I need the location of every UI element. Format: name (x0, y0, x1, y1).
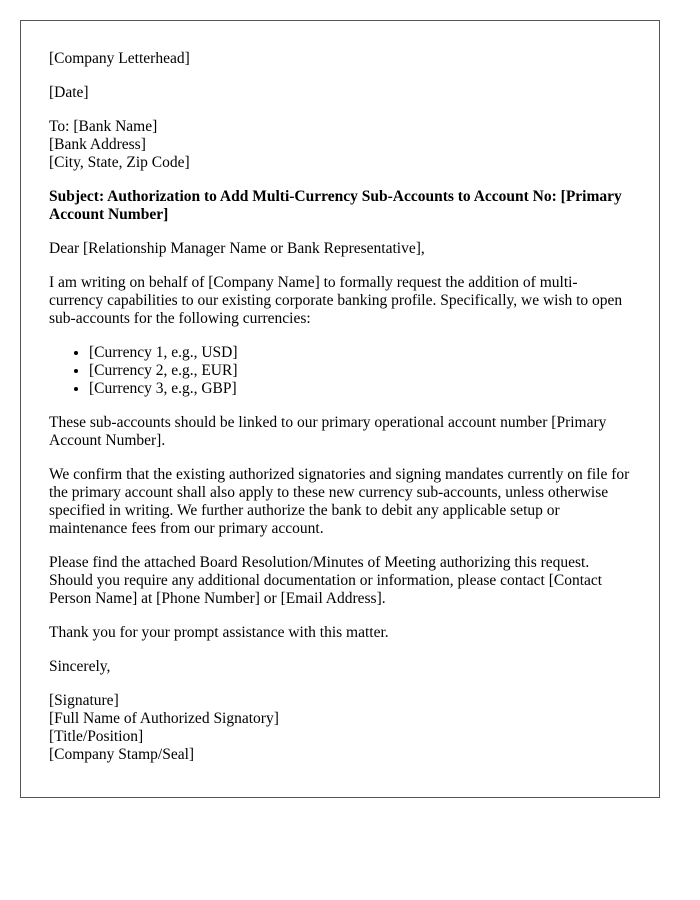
signature-block (49, 692, 631, 764)
company-stamp: [Company Stamp/Seal] (49, 746, 195, 763)
paragraph-attachments: Please find the attached Board Resolution/Minutes of Meeting authorizing this request. Should you require any additional documentation or information, please contact [Contact Person Name] at [Phone Number] or [Email Address]. (49, 554, 603, 607)
currency-item-2: • [Currency 2, e.g., EUR] (89, 362, 631, 380)
recipient-bank-address: [Bank Address] (49, 136, 146, 153)
currency-item-1: • [Currency 1, e.g., USD] (89, 344, 631, 362)
recipient-address (49, 118, 631, 172)
signatory-title: [Title/Position] (49, 728, 144, 745)
letterhead: [Company Letterhead] (49, 50, 190, 67)
salutation: Dear [Relationship Manager Name or Bank Representative], (49, 240, 425, 257)
recipient-city-state-zip: [City, State, Zip Code] (49, 154, 190, 171)
paragraph-thanks: Thank you for your prompt assistance with this matter. (49, 624, 389, 641)
paragraph-signatories: We confirm that the existing authorized signatories and signing mandates currently on file for the primary account shall also apply to these new currency sub-accounts, unless otherwise specified in writing. We further authorize the bank to debit any applicable setup or maintenance fees from our primary account. (49, 466, 630, 537)
closing: Sincerely, (49, 658, 111, 675)
paragraph-linking: These sub-accounts should be linked to our primary operational account number [Primary Account Number]. (49, 414, 607, 449)
signatory-name: [Full Name of Authorized Signatory] (49, 710, 279, 727)
currency-item-3: • [Currency 3, e.g., GBP] (89, 380, 631, 398)
letter-date: [Date] (49, 84, 89, 101)
currency-list (49, 344, 631, 398)
signature-placeholder: [Signature] (49, 692, 119, 709)
paragraph-request: I am writing on behalf of [Company Name] to formally request the addition of multi-currency capabilities to our existing corporate banking profile. Specifically, we wish to open sub-accounts for the following currencies: (49, 274, 623, 327)
recipient-bank-name: To: [Bank Name] (49, 118, 158, 135)
letter-page (20, 20, 660, 798)
subject-line: Subject: Authorization to Add Multi-Currency Sub-Accounts to Account No: [Primary Account Number] (49, 188, 622, 223)
